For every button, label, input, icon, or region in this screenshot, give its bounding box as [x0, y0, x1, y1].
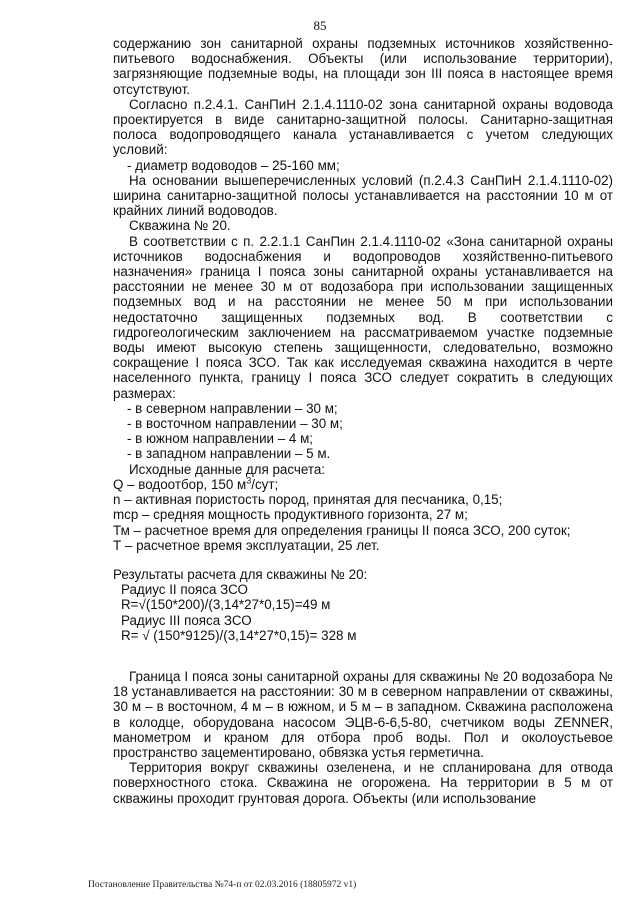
- intro-paragraph: содержанию зон санитарной охраны подземных источников хозяйственно-питьевого водоснабжения. Объекты (или использование территории), загрязняющие подземные воды, на площади зон III пояса в настоящее время отсутствуют.: [113, 36, 613, 97]
- territory-paragraph: Территория вокруг скважины озеленена, и не спланирована для отвода поверхностного стока. Скважина не огорожена. На территории в 5 м от скважины проходит грунтовая дорога. Объекты (или использование: [113, 760, 613, 806]
- input-data-heading: Исходные данные для расчета:: [129, 461, 326, 477]
- input-time-total: Т – расчетное время эксплуатации, 25 лет.: [113, 537, 380, 553]
- footer-note: Постановление Правительства №74-п от 02.03.2016 (18805972 v1): [88, 880, 357, 890]
- radius-iii-formula: R= √ (150*9125)/(3,14*27*0,15)= 328 м: [121, 627, 357, 643]
- diameter-item: - диаметр водоводов – 25-160 мм;: [127, 157, 340, 173]
- direction-item: - в южном направлении – 4 м;: [127, 431, 314, 447]
- input-thickness: mср – средняя мощность продуктивного горизонта, 27 м;: [113, 507, 468, 523]
- direction-item: - в западном направлении – 5 м.: [127, 446, 331, 462]
- radius-ii-formula: R=√(150*200)/(3,14*27*0,15)=49 м: [121, 597, 331, 613]
- page-number: 85: [313, 18, 327, 33]
- direction-item: - в северном направлении – 30 м;: [127, 400, 338, 416]
- boundary-paragraph: Граница I пояса зоны санитарной охраны для скважины № 20 водозабора № 18 устанавливается на расстоянии: 30 м в северном направлении от скважины, 30 м – в восточном, 4 м – в южном, и 5 м – в западном. Скважина расположена в колодце, оборудована насосом ЭЦВ-6-6,5-80, счетчиком воды ZENNER, манометром и краном для отбора проб воды. Пол и околоустьевое пространство зацементировано, обвязка устья герметична.: [113, 668, 613, 760]
- well-heading: Скважина № 20.: [129, 218, 231, 234]
- main-paragraph: В соответствии с п. 2.2.1.1 СанПин 2.1.4.1110-02 «Зона санитарной охраны источников водоснабжения и водопроводов хозяйственно-питьевого назначения» граница I пояса зоны санитарной охраны устанавливается на расстоянии не менее 30 м от водозабора при использовании защищенных подземных вод и на расстоянии не менее 50 м при использовании недостаточно защищенных подземных вод. В соответствии с гидрогеологическим заключением на рассматриваемом участке подземные воды имеют высокую степень защищенности, следовательно, возможно сокращение I пояса ЗСО. Так как исследуемая скважина находится в черте населенного пункта, границу I пояса ЗСО следует сократить в следующих размерах:: [113, 233, 613, 401]
- direction-item: - в восточном направлении – 30 м;: [127, 416, 343, 432]
- results-heading: Результаты расчета для скважины № 20:: [113, 566, 368, 582]
- input-q: Q – водоотбор, 150 $м^3$/сут;: [113, 475, 279, 492]
- input-time-ii: Тм – расчетное время для определения границы II пояса ЗСО, 200 суток;: [113, 522, 571, 538]
- document-body: [113, 36, 613, 806]
- strip-width-paragraph: На основании вышеперечисленных условий (п.2.4.3 СанПиН 2.1.4.1110-02) ширина санитарно-защитной полосы устанавливается на расстоянии 10 м от крайних линий водоводов.: [113, 172, 613, 219]
- results-block: [113, 567, 613, 643]
- sanpin-paragraph: Согласно п.2.4.1. СанПиН 2.1.4.1110-02 зона санитарной охраны водовода проектируется в виде санитарно-защитной полосы. Санитарно-защитная полоса водопроводящего канала устанавливается с учетом следующих условий:: [113, 96, 613, 158]
- radius-iii-label: Радиус III пояса ЗСО: [121, 612, 252, 628]
- input-porosity: n – активная пористость пород, принятая для песчаника, 0,15;: [113, 492, 503, 508]
- radius-ii-label: Радиус II пояса ЗСО: [121, 582, 248, 598]
- directions-list: [113, 401, 613, 462]
